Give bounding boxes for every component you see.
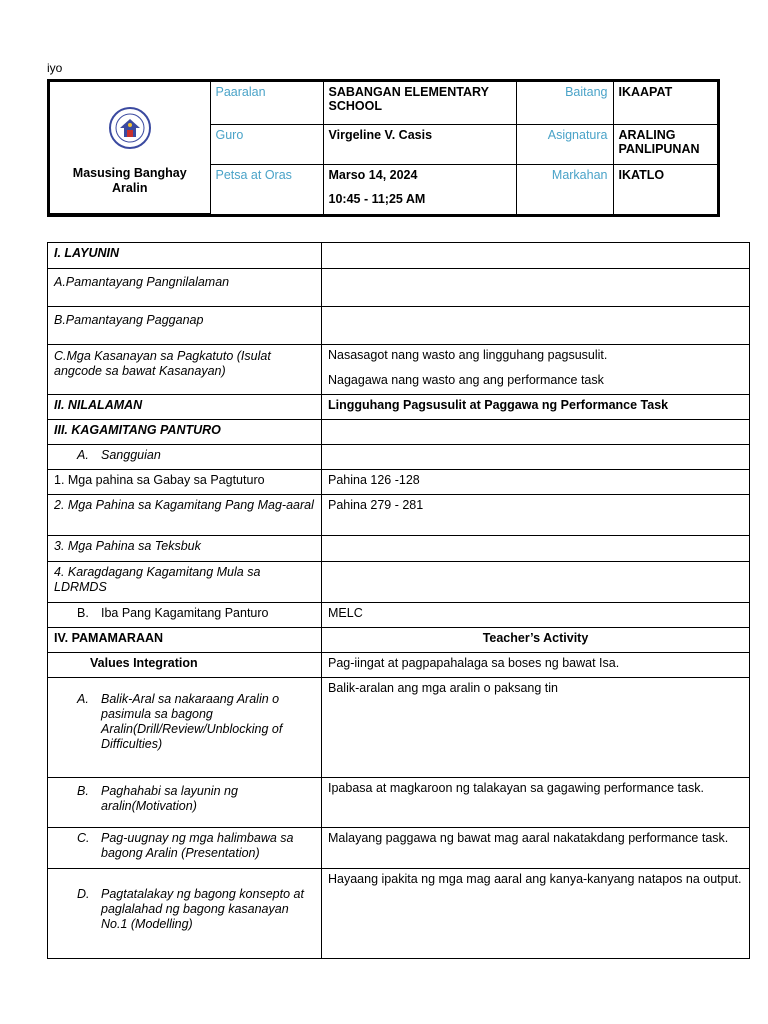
lesson-plan-table <box>47 242 750 959</box>
value-petsa <box>323 164 516 214</box>
step-c-value: Malayang paggawa ng bawat mag aaral nakatakdang performance task. <box>322 828 750 869</box>
table-row <box>48 562 750 603</box>
table-row <box>48 345 750 395</box>
step-b <box>48 778 322 828</box>
sangguian-letter: A. <box>77 448 89 462</box>
table-row <box>48 470 750 495</box>
values-integration-label: Values Integration <box>48 653 322 678</box>
step-a-letter: A. <box>77 692 89 706</box>
pamantayang-pagganap: B.Pamantayang Pagganap <box>48 307 322 345</box>
table-row <box>48 307 750 345</box>
nilalaman-value: Lingguhang Pagsusulit at Paggawa ng Performance Task <box>322 395 750 420</box>
kagamitang-pang-label: 2. Mga Pahina sa Kagamitang Pang Mag-aaral <box>48 495 322 536</box>
label-petsa: Petsa at Oras <box>210 164 323 214</box>
kagamitang-pang-value: Pahina 279 - 281 <box>322 495 750 536</box>
step-d-text: Pagtatalakay ng bagong konsepto at paglalahad ng bagong kasanayan No.1 (Modelling) <box>101 887 304 931</box>
label-markahan: Markahan <box>516 164 613 214</box>
table-row <box>48 653 750 678</box>
pamantayang-pangnilalaman: A.Pamantayang Pangnilalaman <box>48 269 322 307</box>
table-row <box>48 445 750 470</box>
table-row <box>48 628 750 653</box>
table-row <box>48 603 750 628</box>
table-row <box>48 420 750 445</box>
label-paaralan: Paaralan <box>210 82 323 124</box>
sangguian-row <box>48 445 322 470</box>
value-date: Marso 14, 2024 <box>328 167 418 182</box>
step-a-value: Balik-aralan ang mga aralin o paksang tin <box>322 678 750 778</box>
value-asignatura: ARALING PANLIPUNAN <box>613 124 717 164</box>
header-title-cell <box>50 82 210 214</box>
kasanayan-value-1: Nasasagot nang wasto ang lingguhang pagsusulit. <box>328 348 608 362</box>
step-c-letter: C. <box>77 831 90 845</box>
step-b-letter: B. <box>77 784 89 798</box>
karagdagang-label: 4. Karagdagang Kagamitang Mula sa LDRMDS <box>48 562 322 603</box>
sangguian-label: Sangguian <box>101 448 161 462</box>
step-c-text: Pag-uugnay ng mga halimbawa sa bagong Aralin (Presentation) <box>101 831 294 860</box>
step-d-letter: D. <box>77 887 90 901</box>
values-integration-value: Pag-iingat at pagpapahalaga sa boses ng bawat Isa. <box>322 653 750 678</box>
section-nilalaman: II. NILALAMAN <box>48 395 322 420</box>
iba-value: MELC <box>322 603 750 628</box>
iba-label: Iba Pang Kagamitang Panturo <box>101 606 269 620</box>
step-c <box>48 828 322 869</box>
kasanayan-value-2: Nagagawa nang wasto ang ang performance task <box>328 373 604 387</box>
header-table <box>47 79 720 217</box>
table-row <box>48 536 750 562</box>
teacher-activity-header: Teacher’s Activity <box>322 628 750 653</box>
section-pamamaraan: IV. PAMAMARAAN <box>48 628 322 653</box>
section-layunin: I. LAYUNIN <box>48 243 322 269</box>
label-baitang: Baitang <box>516 82 613 124</box>
value-baitang: IKAAPAT <box>613 82 717 124</box>
step-d-value: Hayaang ipakita ng mga mag aaral ang kanya-kanyang natapos na output. <box>322 869 750 959</box>
top-note: iyo <box>47 61 63 75</box>
step-b-value: Ipabasa at magkaroon ng talakayan sa gagawing performance task. <box>322 778 750 828</box>
step-a-text: Balik-Aral sa nakaraang Aralin o pasimula sa bagong Aralin(Drill/Review/Unblocking of Difficulties) <box>101 692 283 751</box>
label-asignatura: Asignatura <box>516 124 613 164</box>
plan-title: Masusing Banghay Aralin <box>72 165 187 195</box>
table-row <box>48 243 750 269</box>
teksbuk-label: 3. Mga Pahina sa Teksbuk <box>48 536 322 562</box>
value-paaralan: SABANGAN ELEMENTARY SCHOOL <box>323 82 516 124</box>
table-row <box>48 778 750 828</box>
table-row <box>48 828 750 869</box>
table-row <box>48 495 750 536</box>
value-markahan: IKATLO <box>613 164 717 214</box>
section-kagamitan: III. KAGAMITANG PANTURO <box>48 420 322 445</box>
table-row <box>48 678 750 778</box>
mga-kasanayan: C.Mga Kasanayan sa Pagkatuto (Isulat angcode sa bawat Kasanayan) <box>48 345 322 395</box>
table-row <box>48 869 750 959</box>
deped-seal-icon <box>108 106 152 150</box>
kasanayan-value <box>322 345 750 395</box>
step-a <box>48 678 322 778</box>
label-guro: Guro <box>210 124 323 164</box>
table-row <box>48 269 750 307</box>
gabay-value: Pahina 126 -128 <box>322 470 750 495</box>
iba-letter: B. <box>77 606 89 620</box>
table-row <box>48 395 750 420</box>
value-guro: Virgeline V. Casis <box>323 124 516 164</box>
iba-row <box>48 603 322 628</box>
value-time: 10:45 - 11;25 AM <box>328 191 426 206</box>
gabay-label: 1. Mga pahina sa Gabay sa Pagtuturo <box>48 470 322 495</box>
step-b-text: Paghahabi sa layunin ng aralin(Motivation) <box>101 784 238 813</box>
step-d <box>48 869 322 959</box>
